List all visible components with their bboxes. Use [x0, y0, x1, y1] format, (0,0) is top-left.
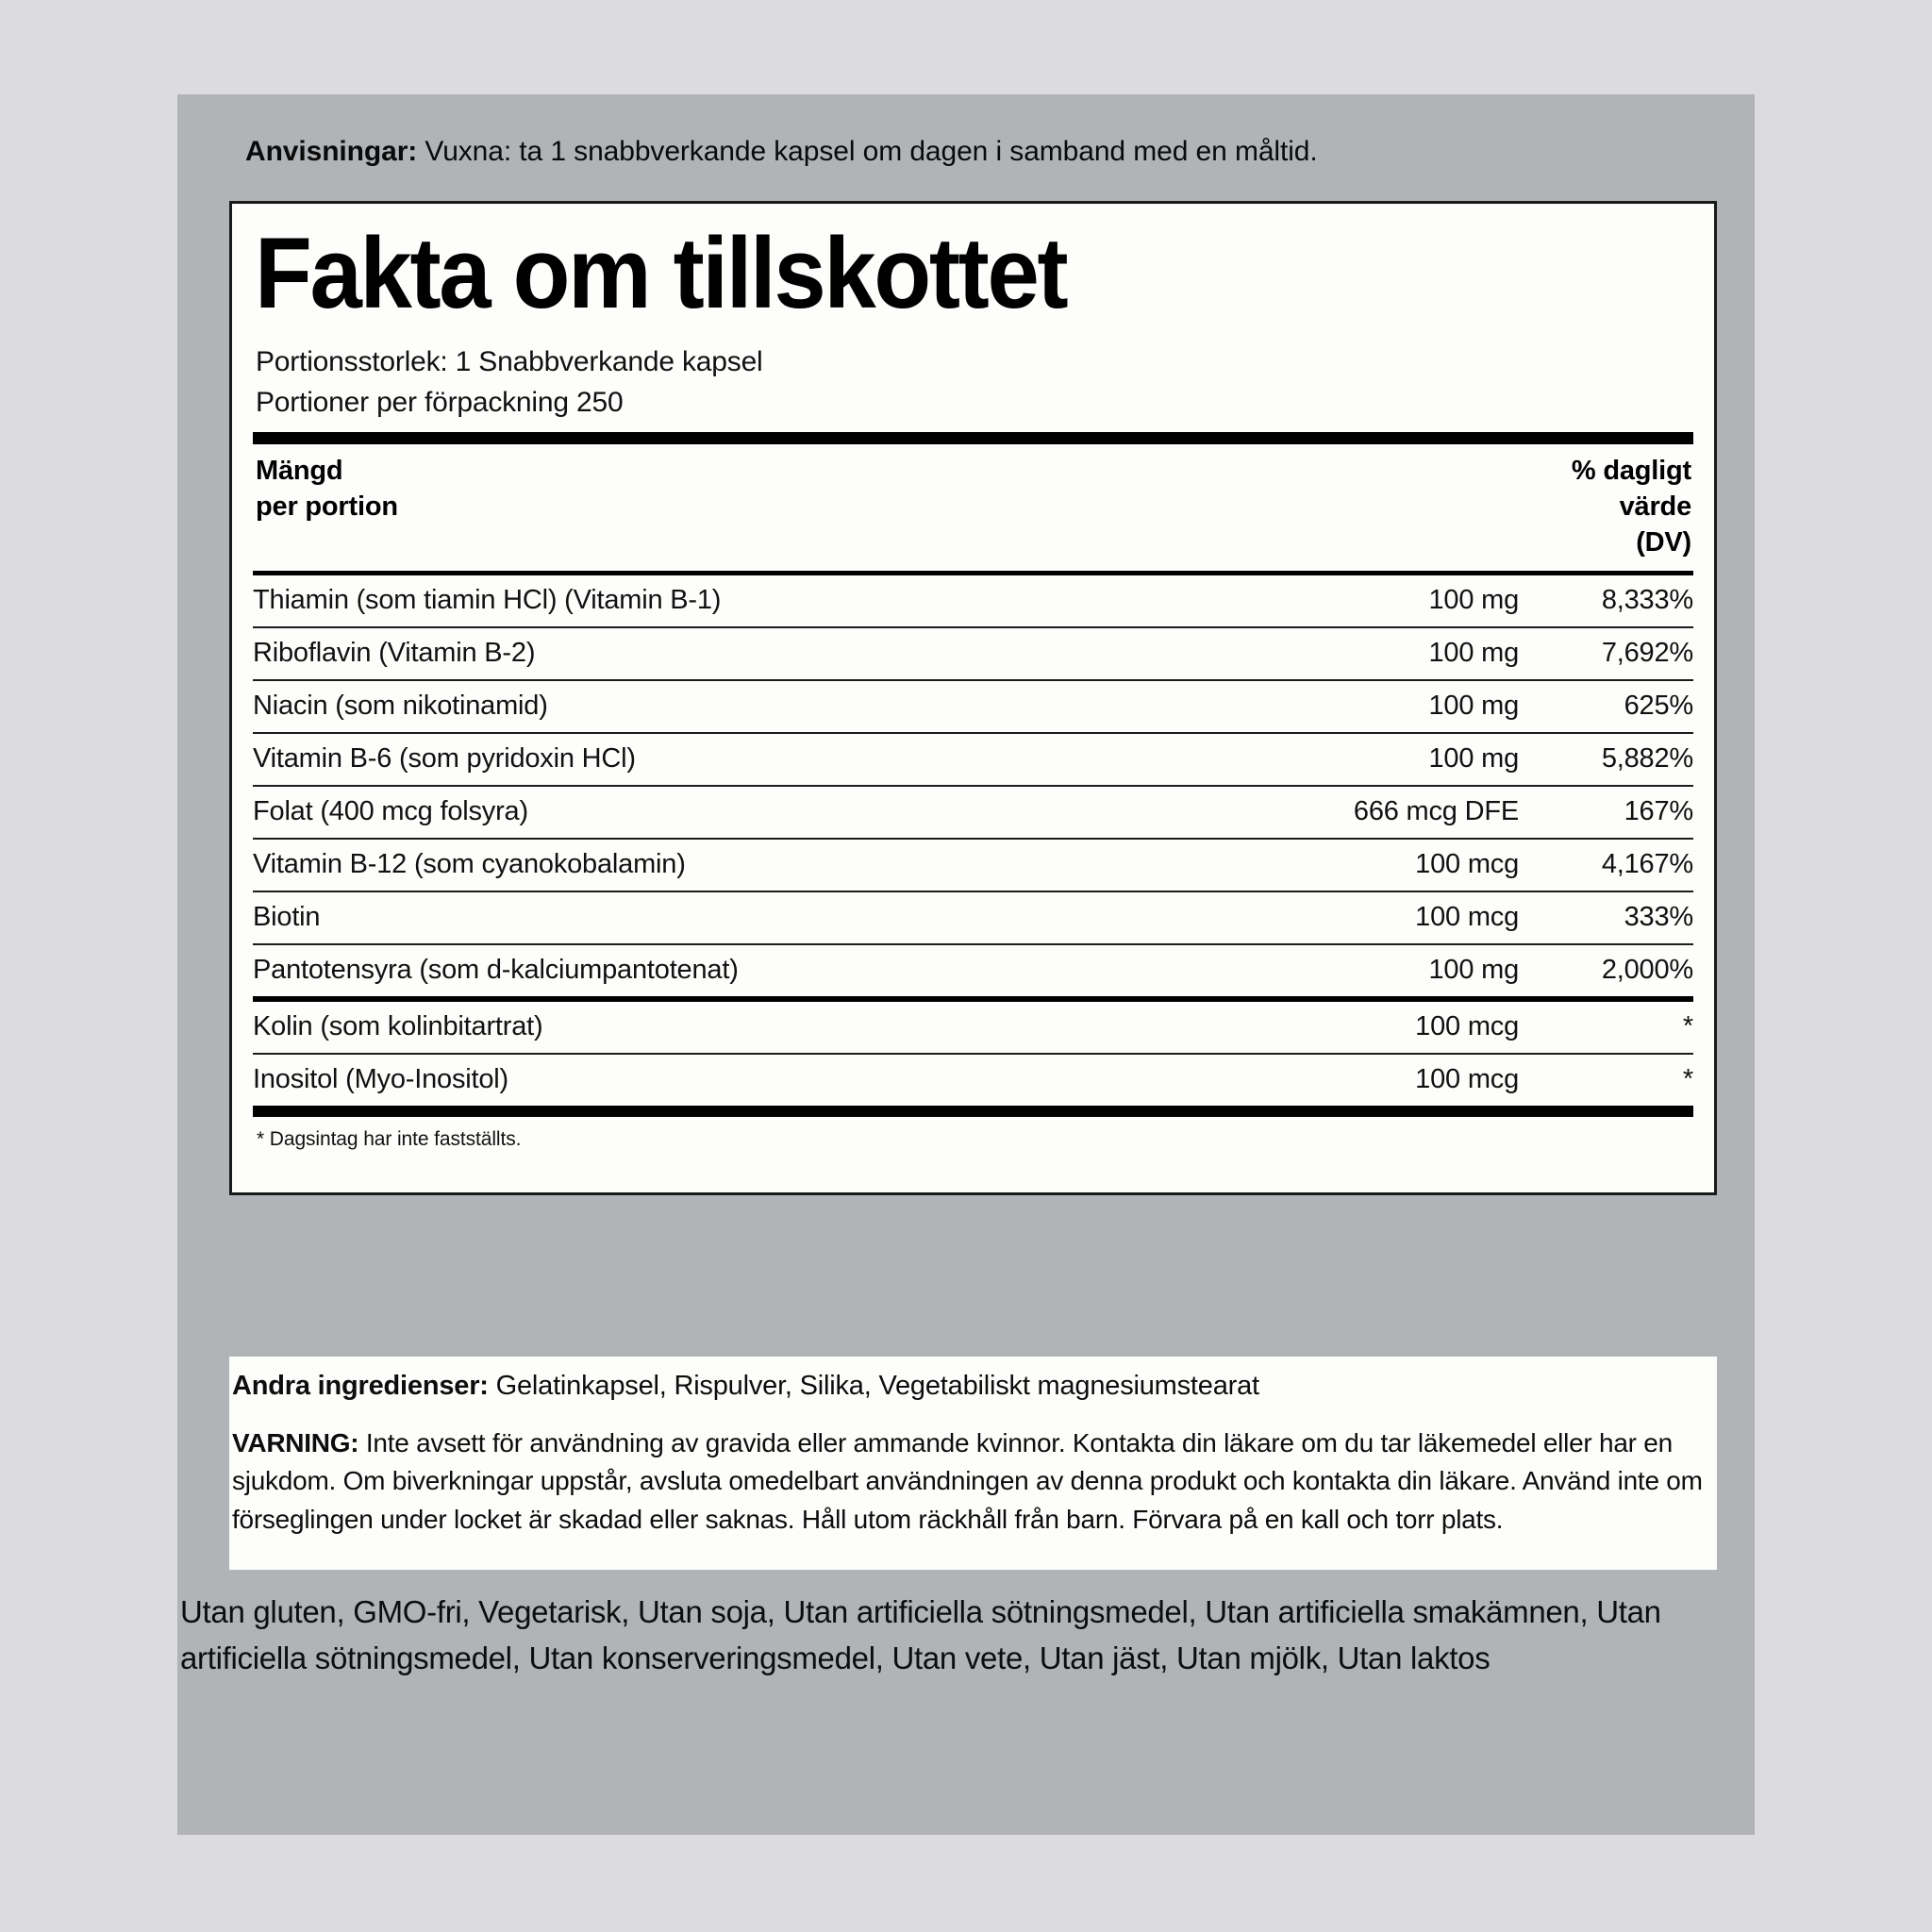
nutrient-amount: 100 mcg [1208, 839, 1519, 891]
nutrient-daily-value: 4,167% [1519, 839, 1693, 891]
directions-body: Vuxna: ta 1 snabbverkande kapsel om dagen i samband med en måltid. [417, 136, 1318, 167]
nutrient-name: Folat (400 mcg folsyra) [253, 786, 1208, 839]
nutrient-daily-value: 7,692% [1519, 627, 1693, 680]
table-row [253, 944, 1693, 999]
daily-value-footnote: * Dagsintag har inte fastställts. [257, 1127, 522, 1150]
product-claims: Utan gluten, GMO-fri, Vegetarisk, Utan soja, Utan artificiella sötningsmedel, Utan artificiella smakämnen, Utan artificiella sötningsmedel, Utan konserveringsmedel, Utan vete, Utan jäst, Utan mjölk, Utan laktos [180, 1594, 1661, 1675]
dv-header-line-1: % dagligt [1571, 455, 1691, 486]
dv-header-line-2: värde [1619, 491, 1691, 523]
nutrient-name: Vitamin B-6 (som pyridoxin HCl) [253, 733, 1208, 786]
nutrient-daily-value: 2,000% [1519, 944, 1693, 999]
nutrient-name: Biotin [253, 891, 1208, 944]
other-ingredients [232, 1369, 1718, 1405]
column-headers [253, 444, 1693, 571]
nutrient-table [253, 575, 1693, 1106]
nutrient-name: Inositol (Myo-Inositol) [253, 1054, 1208, 1106]
nutrient-name: Kolin (som kolinbitartrat) [253, 999, 1208, 1054]
directions-label: Anvisningar: [245, 136, 418, 167]
nutrient-amount: 100 mg [1208, 733, 1519, 786]
amount-per-serving-header [256, 453, 398, 525]
rule-under-nutrients [253, 1106, 1693, 1117]
nutrient-daily-value: 8,333% [1601, 584, 1693, 615]
product-label-panel [177, 94, 1755, 1835]
nutrient-daily-value: * [1519, 999, 1693, 1054]
supplement-facts-box [229, 201, 1717, 1195]
table-row [253, 839, 1693, 891]
nutrient-daily-value: 333% [1519, 891, 1693, 944]
table-row [253, 575, 1693, 627]
other-ingredients-label: Andra ingredienser: [232, 1371, 489, 1401]
serving-size: Portionsstorlek: 1 Snabbverkande kapsel [256, 345, 763, 377]
supplement-facts-title: Fakta om tillskottet [255, 216, 1067, 329]
table-row [253, 1054, 1693, 1106]
nutrient-daily-value: 625% [1519, 680, 1693, 733]
nutrient-amount: 100 mcg [1208, 1054, 1519, 1106]
nutrient-daily-value: * [1519, 1054, 1693, 1106]
warning-body: Inte avsett för användning av gravida eller ammande kvinnor. Kontakta din läkare om du tar läkemedel eller har en sjukdom. Om biverkningar uppstår, avsluta omedelbart användningen av denna produkt och kontakta din läkare. Använd inte om förseglingen under locket är skadad eller saknas. Håll utom räckhåll från barn. Förvara på en kall och torr plats. [232, 1428, 1703, 1534]
nutrient-daily-value: 167% [1519, 786, 1693, 839]
warning-text [232, 1424, 1723, 1539]
amount-header-line-2: per portion [256, 491, 398, 523]
nutrient-amount: 100 mg [1208, 680, 1519, 733]
rule-under-servings [253, 432, 1693, 444]
servings-per-container: Portioner per förpackning 250 [256, 386, 624, 418]
nutrient-name: Riboflavin (Vitamin B-2) [253, 627, 1208, 680]
daily-value-header [1572, 453, 1691, 561]
nutrient-name: Pantotensyra (som d-kalciumpantotenat) [253, 944, 1208, 999]
nutrient-amount: 666 mcg DFE [1208, 786, 1519, 839]
table-row [253, 999, 1693, 1054]
nutrient-name: Niacin (som nikotinamid) [253, 680, 1208, 733]
nutrient-name: Thiamin (som tiamin HCl) (Vitamin B-1) [253, 584, 722, 615]
table-row [253, 733, 1693, 786]
table-row [253, 627, 1693, 680]
table-row [253, 680, 1693, 733]
other-ingredients-body: Gelatinkapsel, Rispulver, Silika, Vegetabiliskt magnesiumstearat [488, 1371, 1259, 1401]
warning-label: VARNING: [232, 1428, 359, 1457]
dv-header-line-3: (DV) [1636, 527, 1691, 558]
table-row [253, 891, 1693, 944]
nutrient-amount: 100 mg [1208, 944, 1519, 999]
nutrient-amount: 100 mcg [1208, 999, 1519, 1054]
nutrient-name: Vitamin B-12 (som cyanokobalamin) [253, 839, 1208, 891]
amount-header-line-1: Mängd [256, 455, 343, 486]
nutrient-daily-value: 5,882% [1519, 733, 1693, 786]
nutrient-amount: 100 mg [1208, 627, 1519, 680]
table-row [253, 786, 1693, 839]
nutrient-amount: 100 mcg [1208, 891, 1519, 944]
directions-text [245, 134, 1717, 170]
nutrient-amount: 100 mg [1428, 584, 1519, 615]
